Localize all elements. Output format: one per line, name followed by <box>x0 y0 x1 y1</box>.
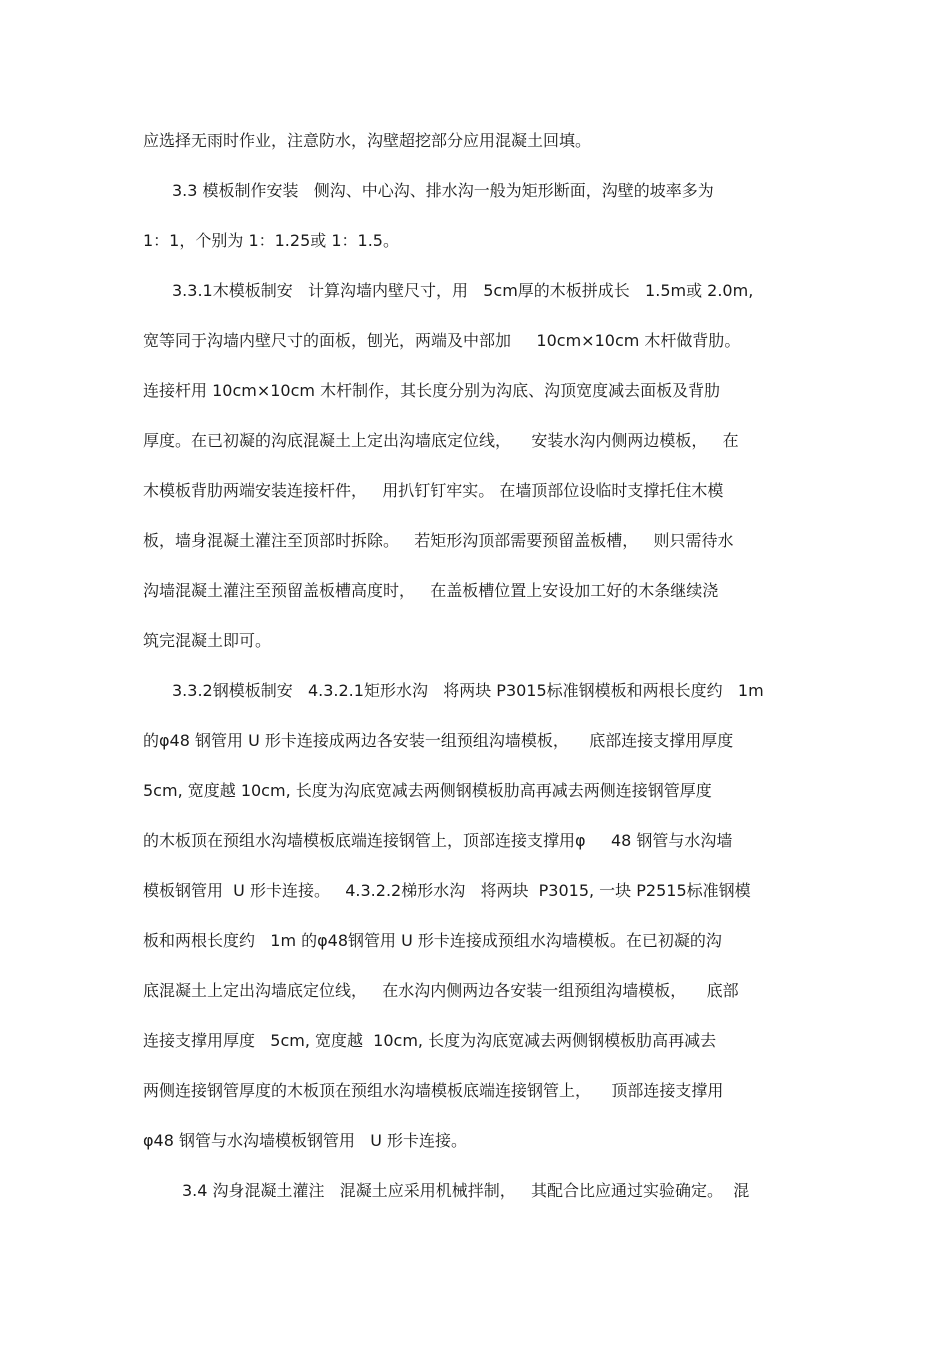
paragraph-line: 3.3.2钢模板制安 4.3.2.1矩形水沟 将两块 P3015标准钢模板和两根长度约 1m <box>172 681 764 700</box>
paragraph-line: 两侧连接钢管厚度的木板顶在预组水沟墙模板底端连接钢管上， 顶部连接支撑用 <box>143 1081 724 1100</box>
paragraph-line: 5cm, 宽度越 10cm, 长度为沟底宽减去两侧钢模板肋高再减去两侧连接钢管厚度 <box>143 781 712 800</box>
paragraph-line: 板和两根长度约 1m 的φ48钢管用 U 形卡连接成预组水沟墙模板。在已初凝的沟 <box>143 931 722 950</box>
paragraph-line: 3.3 模板制作安装 侧沟、中心沟、排水沟一般为矩形断面，沟壁的坡率多为 <box>172 181 714 200</box>
paragraph-line: 连接杆用 10cm×10cm 木杆制作，其长度分别为沟底、沟顶宽度减去面板及背肋 <box>143 381 721 400</box>
paragraph-line: 筑完混凝土即可。 <box>143 631 272 650</box>
paragraph-line: 连接支撑用厚度 5cm, 宽度越 10cm, 长度为沟底宽减去两侧钢模板肋高再减去 <box>143 1031 717 1050</box>
paragraph-line: 的φ48 钢管用 U 形卡连接成两边各安装一组预组沟墙模板， 底部连接支撑用厚度 <box>143 731 734 750</box>
paragraph-line: 的木板顶在预组水沟墙模板底端连接钢管上，顶部连接支撑用φ 48 钢管与水沟墙 <box>143 831 733 850</box>
paragraph-line: 底混凝土上定出沟墙底定位线， 在水沟内侧两边各安装一组预组沟墙模板， 底部 <box>143 981 739 1000</box>
paragraph-line: 木模板背肋两端安装连接杆件， 用扒钉钉牢实。 在墙顶部位设临时支撑托住木模 <box>143 481 724 500</box>
paragraph-line: 厚度。在已初凝的沟底混凝土上定出沟墙底定位线， 安装水沟内侧两边模板， 在 <box>143 431 739 450</box>
paragraph-line: 沟墙混凝土灌注至预留盖板槽高度时， 在盖板槽位置上安设加工好的木条继续浇 <box>143 581 719 600</box>
paragraph-line: 1：1，个别为 1：1.25或 1：1.5。 <box>143 231 399 250</box>
paragraph-line: 板，墙身混凝土灌注至顶部时拆除。 若矩形沟顶部需要预留盖板槽， 则只需待水 <box>143 531 734 550</box>
paragraph-line: 3.4 沟身混凝土灌注 混凝土应采用机械拌制， 其配合比应通过实验确定。 混 <box>182 1181 750 1200</box>
paragraph-line: 应选择无雨时作业，注意防水，沟壁超挖部分应用混凝土回填。 <box>143 131 592 150</box>
paragraph-line: 模板钢管用 U 形卡连接。 4.3.2.2梯形水沟 将两块 P3015, 一块 P2515标准钢模 <box>143 881 751 900</box>
paragraph-line: 宽等同于沟墙内壁尺寸的面板，刨光，两端及中部加 10cm×10cm 木杆做背肋。 <box>143 331 741 350</box>
paragraph-line: φ48 钢管与水沟墙模板钢管用 U 形卡连接。 <box>143 1131 468 1150</box>
paragraph-line: 3.3.1木模板制安 计算沟墙内壁尺寸，用 5cm厚的木板拼成长 1.5m或 2.0m, <box>172 281 754 300</box>
